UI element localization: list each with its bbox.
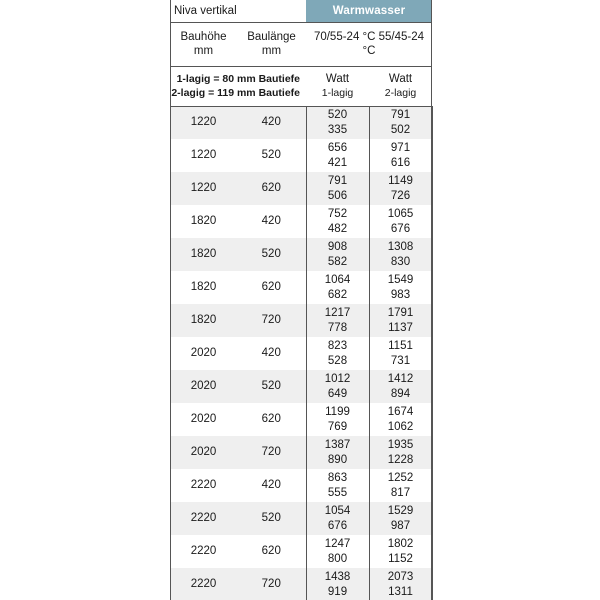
cell-baulaenge: 420 <box>261 347 281 360</box>
cell-baulaenge: 420 <box>261 479 281 492</box>
watt-2lagig-70-55: 1529 <box>387 504 414 517</box>
watt-1lagig-70-55: 1054 <box>324 504 351 517</box>
cell-bauhoehe: 1820 <box>170 238 237 271</box>
watt-2lagig-70-55: 1308 <box>387 240 414 253</box>
watt-1lagig-70-55: 863 <box>327 471 348 484</box>
watt-1lagig-70-55: 752 <box>327 207 348 220</box>
watt-1lagig-70-55: 1387 <box>324 438 351 451</box>
cell-baulaenge: 620 <box>261 281 281 294</box>
table-row <box>170 403 432 436</box>
cell-bauhoehe: 2220 <box>190 479 217 492</box>
watt-2lagig-70-55: 1151 <box>388 339 413 352</box>
cell-bauhoehe: 1220 <box>170 172 237 205</box>
table-header-title-row <box>170 0 432 22</box>
table-row <box>170 469 432 502</box>
cell-watt-2lagig <box>369 403 432 436</box>
watt-2lagig-55-45: 1137 <box>388 321 413 334</box>
column-header-watt-1lagig <box>306 66 369 106</box>
table-row <box>170 304 432 337</box>
cell-baulaenge: 520 <box>237 370 306 403</box>
watt-2lagig-70-55: 1412 <box>387 372 414 385</box>
watt-2lagig-55-45: 1062 <box>387 420 414 433</box>
cell-bauhoehe: 2020 <box>190 347 217 360</box>
watt-2lagig-unit: Watt <box>388 72 413 85</box>
cell-watt-1lagig <box>306 238 369 271</box>
watt-1lagig-55-45: 890 <box>327 453 348 466</box>
cell-watt-2lagig <box>369 337 432 370</box>
bauhoehe-unit: mm <box>193 45 214 57</box>
watt-1lagig-70-55: 1012 <box>324 372 351 385</box>
watt-2lagig-55-45: 731 <box>390 354 411 367</box>
cell-watt-1lagig <box>306 304 369 337</box>
watt-2lagig-55-45: 616 <box>390 156 411 169</box>
watt-2lagig-label: 2-lagig <box>384 86 417 99</box>
cell-baulaenge: 620 <box>237 172 306 205</box>
column-header-watt-2lagig <box>369 66 432 106</box>
watt-1lagig-70-55: 791 <box>327 174 348 187</box>
temperature-line-2: 55/45-24 °C <box>362 30 425 57</box>
table-row <box>170 502 432 535</box>
cell-bauhoehe: 1220 <box>170 106 237 139</box>
cell-watt-1lagig <box>306 436 369 469</box>
cell-baulaenge: 620 <box>261 545 281 558</box>
watt-1lagig-55-45: 676 <box>327 519 348 532</box>
watt-1lagig-55-45: 649 <box>327 387 348 400</box>
table-header-dimensions-row <box>170 22 432 66</box>
cell-watt-1lagig <box>306 535 369 568</box>
table-header-depth-row <box>170 66 432 106</box>
watt-1lagig-55-45: 335 <box>327 123 348 136</box>
watt-1lagig-70-55: 520 <box>327 108 348 121</box>
heat-output-table <box>170 0 433 600</box>
watt-2lagig-55-45: 502 <box>390 123 411 136</box>
cell-watt-1lagig <box>306 172 369 205</box>
watt-2lagig-70-55: 1935 <box>387 438 414 451</box>
cell-watt-1lagig <box>306 271 369 304</box>
cell-watt-2lagig <box>369 172 432 205</box>
watt-2lagig-70-55: 1549 <box>387 273 414 286</box>
cell-baulaenge: 520 <box>261 149 281 162</box>
watt-1lagig-70-55: 656 <box>327 141 348 154</box>
watt-1lagig-70-55: 823 <box>327 339 348 352</box>
cell-watt-2lagig <box>369 535 432 568</box>
temperature-line-1: 70/55-24 °C <box>313 30 376 43</box>
cell-baulaenge: 620 <box>261 413 281 426</box>
cell-bauhoehe: 2220 <box>190 545 217 558</box>
watt-1lagig-55-45: 482 <box>327 222 348 235</box>
cell-watt-2lagig <box>369 469 432 502</box>
bautiefe-note-line-2: 2-lagig = 119 mm Bautiefe <box>171 87 300 99</box>
cell-baulaenge: 420 <box>237 106 306 139</box>
table-row <box>170 139 432 172</box>
watt-1lagig-55-45: 778 <box>327 321 348 334</box>
cell-watt-2lagig <box>369 502 432 535</box>
watt-2lagig-70-55: 1065 <box>387 207 414 220</box>
bautiefe-note-line-1: 1-lagig = 80 mm Bautiefe <box>176 72 300 85</box>
watt-1lagig-70-55: 1217 <box>324 306 351 319</box>
header-rule-middle <box>170 66 432 67</box>
watt-1lagig-55-45: 800 <box>327 552 348 565</box>
baulaenge-unit: mm <box>261 45 282 57</box>
warmwasser-header: Warmwasser <box>306 0 432 22</box>
watt-2lagig-55-45: 983 <box>390 288 411 301</box>
cell-baulaenge: 520 <box>237 238 306 271</box>
watt-2lagig-55-45: 987 <box>390 519 411 532</box>
table-right-border <box>431 0 432 600</box>
watt-2lagig-70-55: 1791 <box>387 306 414 319</box>
table-row <box>170 535 432 568</box>
watt-1lagig-55-45: 555 <box>327 486 348 499</box>
cell-watt-2lagig <box>369 436 432 469</box>
cell-watt-2lagig <box>369 370 432 403</box>
table-row <box>170 370 432 403</box>
cell-bauhoehe: 2020 <box>190 413 217 426</box>
table-body <box>170 106 432 600</box>
watt-1lagig-70-55: 908 <box>327 240 348 253</box>
table-row <box>170 568 432 600</box>
baulaenge-label: Baulänge <box>247 30 296 43</box>
watt-2lagig-70-55: 1802 <box>387 537 414 550</box>
cell-watt-2lagig <box>369 271 432 304</box>
cell-baulaenge: 720 <box>237 436 306 469</box>
watt-1lagig-55-45: 528 <box>327 354 348 367</box>
cell-watt-2lagig <box>369 568 432 600</box>
column-header-baulaenge <box>237 22 306 66</box>
watt-2lagig-70-55: 1252 <box>387 471 414 484</box>
table-row <box>170 436 432 469</box>
cell-bauhoehe: 2020 <box>170 436 237 469</box>
cell-watt-1lagig <box>306 568 369 600</box>
watt-1lagig-70-55: 1247 <box>324 537 351 550</box>
watt-2lagig-55-45: 726 <box>390 189 411 202</box>
watt-1lagig-70-55: 1438 <box>324 570 351 583</box>
cell-watt-1lagig <box>306 337 369 370</box>
table-left-border <box>170 0 171 600</box>
table-row <box>170 337 432 370</box>
watt-1lagig-55-45: 421 <box>327 156 348 169</box>
table-row <box>170 172 432 205</box>
bautiefe-note <box>170 66 306 106</box>
column-header-bauhoehe <box>170 22 237 66</box>
watt-2lagig-55-45: 1228 <box>387 453 414 466</box>
cell-watt-2lagig <box>369 304 432 337</box>
watt-2lagig-55-45: 676 <box>390 222 411 235</box>
watt-1lagig-unit: Watt <box>325 72 350 85</box>
header-rule-top <box>170 22 432 23</box>
table-row <box>170 106 432 139</box>
cell-baulaenge: 720 <box>237 568 306 600</box>
cell-baulaenge: 520 <box>237 502 306 535</box>
cell-watt-1lagig <box>306 502 369 535</box>
cell-bauhoehe: 1820 <box>190 215 217 228</box>
cell-watt-2lagig <box>369 205 432 238</box>
watt-2lagig-55-45: 817 <box>390 486 411 499</box>
cell-bauhoehe: 1220 <box>190 149 217 162</box>
cell-bauhoehe: 1820 <box>170 304 237 337</box>
watt-1lagig-70-55: 1199 <box>325 405 350 418</box>
watt-2lagig-55-45: 830 <box>390 255 411 268</box>
table-row <box>170 271 432 304</box>
bauhoehe-label: Bauhöhe <box>180 30 227 43</box>
watt-2lagig-70-55: 791 <box>390 108 411 121</box>
niva-vertikal-label: Niva vertikal <box>170 0 306 22</box>
watt-1lagig-70-55: 1064 <box>324 273 351 286</box>
cell-watt-1lagig <box>306 469 369 502</box>
cell-bauhoehe: 2020 <box>170 370 237 403</box>
cell-baulaenge: 720 <box>237 304 306 337</box>
cell-watt-1lagig <box>306 139 369 172</box>
watt-2lagig-70-55: 1149 <box>388 174 413 187</box>
watt-1lagig-55-45: 919 <box>327 585 348 598</box>
watt-2lagig-55-45: 1311 <box>388 585 413 598</box>
watt-2lagig-70-55: 1674 <box>387 405 414 418</box>
cell-watt-2lagig <box>369 139 432 172</box>
cell-watt-1lagig <box>306 403 369 436</box>
watt-1lagig-55-45: 682 <box>327 288 348 301</box>
table-row <box>170 205 432 238</box>
watt-1lagig-55-45: 582 <box>327 255 348 268</box>
header-rule-bottom <box>170 106 432 107</box>
watt-1lagig-label: 1-lagig <box>321 86 354 99</box>
watt-1lagig-55-45: 769 <box>327 420 348 433</box>
cell-watt-2lagig <box>369 238 432 271</box>
cell-bauhoehe: 2220 <box>170 568 237 600</box>
watt-2lagig-70-55: 971 <box>390 141 411 154</box>
cell-bauhoehe: 2220 <box>170 502 237 535</box>
watt-2lagig-55-45: 894 <box>390 387 411 400</box>
cell-watt-1lagig <box>306 106 369 139</box>
cell-watt-1lagig <box>306 205 369 238</box>
cell-watt-1lagig <box>306 370 369 403</box>
cell-baulaenge: 420 <box>261 215 281 228</box>
cell-watt-2lagig <box>369 106 432 139</box>
watt-1lagig-55-45: 506 <box>327 189 348 202</box>
table-row <box>170 238 432 271</box>
watt-2lagig-55-45: 1152 <box>388 552 413 565</box>
watt-2lagig-70-55: 2073 <box>387 570 414 583</box>
cell-bauhoehe: 1820 <box>190 281 217 294</box>
temperature-spec <box>306 22 432 66</box>
